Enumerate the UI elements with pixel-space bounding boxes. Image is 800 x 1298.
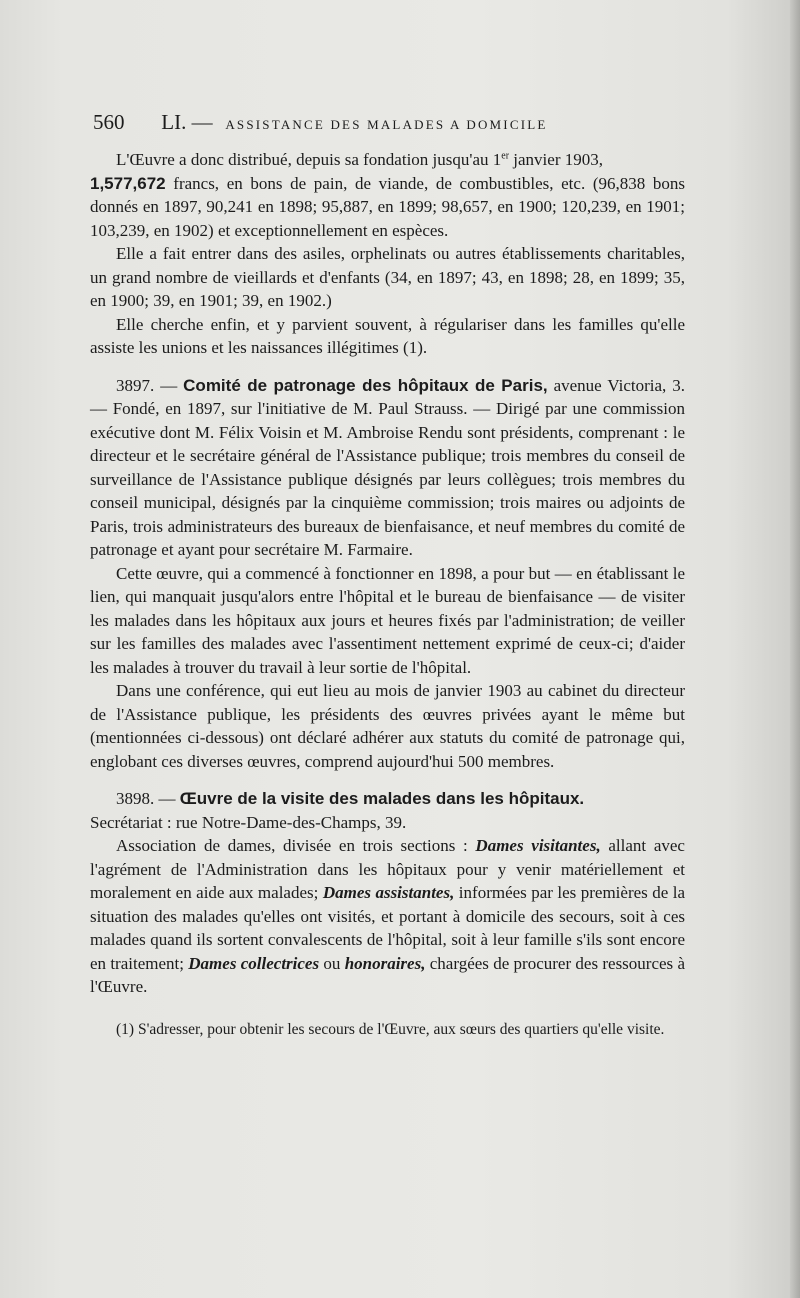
body-text xyxy=(90,148,685,1040)
paragraph-unions: Elle cherche enfin, et y parvient souvent, à régulariser dans les familles qu'elle assiste les unions et les naissances illégitimes (1). xyxy=(90,314,685,357)
running-header xyxy=(93,110,693,135)
total-amount: 1,577,672 xyxy=(90,173,166,193)
paragraph-conference: Dans une conférence, qui eut lieu au mois de janvier 1903 au cabinet du directeur de l'Assistance publique, les présidents des œuvres privées ayant le même but (mentionnées ci-dessous) ont déclaré adhérer aux statuts du comité de patronage qui, englobant ces diverses œuvres, comprend aujourd'hui 500 membres. xyxy=(90,681,685,771)
footnote: (1) S'adresser, pour obtenir les secours de l'Œuvre, aux sœurs des quartiers qu'elle visite. xyxy=(116,1020,665,1038)
section-3897-title: Comité de patronage des hôpitaux de Paris, xyxy=(183,375,548,395)
section-3898-title: Œuvre de la visite des malades dans les hôpitaux. xyxy=(179,789,585,808)
paragraph-purpose: Cette œuvre, qui a commencé à fonctionner en 1898, a pour but — en établissant le lien, qui manquait jusqu'alors entre l'hôpital et le bureau de bienfaisance — de visiter les malades dans les hôpitaux aux jours et heures fixés par l'administration; de veiller sur les familles des malades avec l'assentiment nettement exprimé de ceux-ci; d'aider les malades à trouver du travail à leur sortie de l'hôpital. xyxy=(90,563,685,677)
section-3897: 3897. — Comité de patronage des hôpitaux de Paris, avenue Victoria, 3. — Fondé, en 1897, sur l'initiative de M. Paul Strauss. — Dirigé par une commission exécutive dont M. Félix Voisin et M. Ambroise Rendu sont présidents, comprenant : le directeur et le secrétaire général de l'Assistance publique; trois membres du conseil de surveillance de l'Assistance publique désignés par leurs collègues; trois membres du conseil municipal, désignés par la cinquième commission; trois maires ou adjoints de Paris, trois administrateurs des bureaux de bienfaisance, et neuf membres du comité de patronage et ayant pour secrétaire M. Farmaire. xyxy=(90,375,685,559)
chapter-number: LI. — xyxy=(161,110,213,134)
paragraph-distribution: L'Œuvre a donc distribué, depuis sa fondation jusqu'au 1er janvier 1903, 1,577,672 francs, en bons de pain, de viande, de combustibles, etc. (96,838 bons donnés en 1897, 90,241 en 1898; 95,887, en 1899; 98,657, en 1900; 120,239, en 1901; 103,239, en 1902) et exceptionnellement en espèces. xyxy=(90,150,685,240)
chapter-title: ASSISTANCE DES MALADES A DOMICILE xyxy=(225,117,548,132)
page-number: 560 xyxy=(93,110,125,134)
page-edge xyxy=(790,0,800,1298)
paragraph-asylums: Elle a fait entrer dans des asiles, orphelinats ou autres établissements charitables, un grand nombre de vieillards et d'enfants (34, en 1897; 43, en 1898; 28, en 1899; 35, en 1900; 39, en 1901; 39, en 1902.) xyxy=(90,244,685,310)
section-3898: 3898. — Œuvre de la visite des malades dans les hôpitaux. Secrétariat : rue Notre-Dame-des-Champs, 39. xyxy=(90,789,585,832)
paragraph-association: Association de dames, divisée en trois sections : Dames visitantes, allant avec l'agrément de l'Administration dans les hôpitaux pour y venir matériellement et moralement en aide aux malades; Dames assistantes, informées par les premières de la situation des malades qu'elles ont visités, et portant à domicile des secours, soit à ces malades quand ils sortent convalescents de l'hôpital, soit à leur famille s'ils sont encore en traitement; Dames collectrices ou honoraires, chargées de procurer des ressources à l'Œuvre. xyxy=(90,836,686,996)
